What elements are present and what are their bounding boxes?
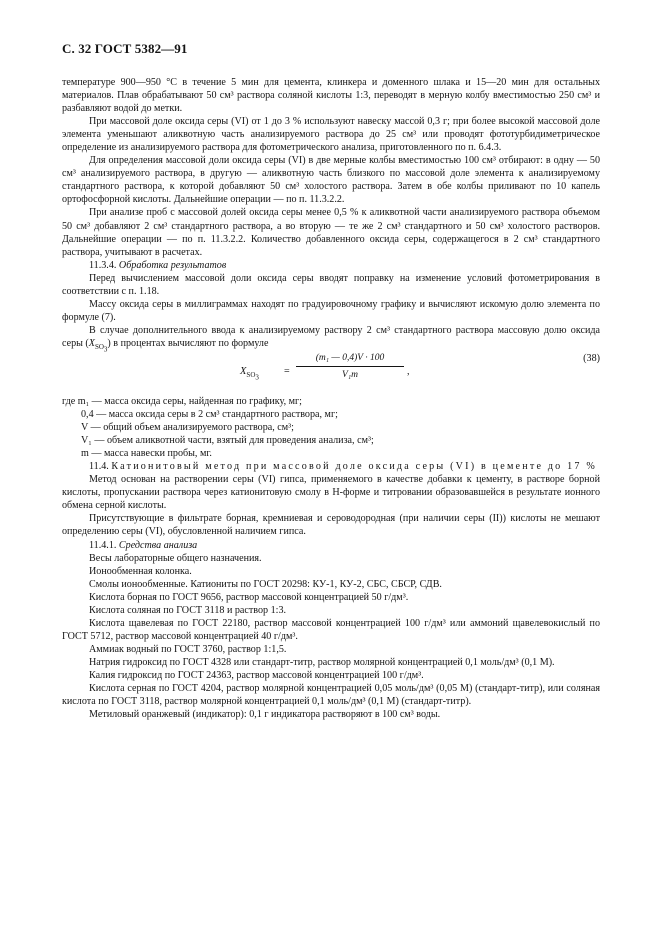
paragraph: Метод основан на растворении серы (VI) гипса, применяемого в качестве добавки к цементу, в растворе борной кислоты, пропускании раствора через катионитовую смолу в Н-форме и титровании образовавшейся в результате ионного обмена серной кислоты.	[62, 474, 600, 512]
section-heading-11-3-4	[62, 259, 600, 272]
formula-definitions	[62, 395, 600, 460]
section-number: 11.4.	[89, 461, 109, 473]
symbol-sub: SO	[94, 342, 104, 351]
section-title: Катионитовый метод при массовой доле оксида серы (VI) в цементе до 17 %	[111, 461, 597, 473]
formula-38	[62, 352, 600, 392]
paragraph: температуре 900—950 °С в течение 5 мин для цемента, клинкера и доменного шлака и 15—20 мин для остальных материалов. Плав обрабатывают 50 см³ раствора соляной кислоты 1:3, переводят в мерную колбу вместимостью 250 см³ и разбавляют водой до метки.	[62, 77, 600, 115]
list-item: Весы лабораторные общего назначения.	[89, 552, 262, 564]
list-item: Метиловый оранжевый (индикатор): 0,1 г индикатора растворяют в 100 см³ воды.	[89, 709, 441, 721]
symbol-x: X	[88, 337, 95, 349]
formula-numerator: (m₁ — 0,4)V · 100	[296, 352, 404, 367]
formula-fraction	[296, 352, 404, 382]
list-item: Ионообменная колонка.	[89, 565, 192, 577]
formula-sub: SO	[246, 371, 256, 380]
formula-symbol: X	[240, 365, 247, 377]
section-title: Обработка результатов	[118, 259, 227, 271]
list-item: Кислота борная по ГОСТ 9656, раствор массовой концентрацией 50 г/дм³.	[89, 591, 409, 603]
document-body	[62, 76, 600, 721]
definition-item: V — общий объем анализируемого раствора, см³;	[81, 422, 294, 434]
paragraph: При массовой доле оксида серы (VI) от 1 до 3 % используют навеску массой 0,3 г; при более высокой массовой доле элемента уменьшают аликвотную часть анализируемого раствора до 25 см³ или проводят фототурбидиметрическое определение из анализируемого раствора для фотометрического анализа, приготовленного по п. 6.4.3.	[62, 116, 600, 154]
paragraph-text: ) в процентах вычисляют по формуле	[107, 337, 269, 349]
formula-sub2: 3	[255, 373, 259, 382]
paragraph: Присутствующие в фильтрате борная, кремниевая и сероводородная (при наличии серы (II)) кислоты не мешают определению серы (VI), обусловленной наличием гипса.	[62, 513, 600, 538]
definition-item: где m₁ — масса оксида серы, найденная по графику, мг;	[62, 395, 302, 407]
paragraph-text: В случае дополнительного ввода к анализируемому раствору 2 см³ стандартного раствора массовую долю оксида серы (	[62, 324, 600, 349]
definition-item: 0,4 — масса оксида серы в 2 см³ стандартного раствора, мг;	[81, 409, 338, 421]
paragraph: Массу оксида серы в миллиграммах находят по градуировочному графику и вычисляют искомую долю элемента по формуле (7).	[62, 298, 600, 323]
formula-denominator: V₁m	[342, 370, 358, 381]
formula-number: (38)	[583, 352, 600, 364]
list-item: Кислота щавелевая по ГОСТ 22180, раствор массовой концентрацией 100 г/дм³ или аммоний щавелевокислый по ГОСТ 5712, раствор массовой концентрацией 40 г/дм³.	[62, 617, 600, 642]
subsection-number: 11.4.1.	[89, 539, 117, 551]
paragraph: Перед вычислением массовой доли оксида серы вводят поправку на изменение условий фотометрирования в соответствии с п. 1.18.	[62, 272, 600, 297]
formula-equals: =	[284, 365, 290, 377]
list-item: Кислота соляная по ГОСТ 3118 и раствор 1:3.	[89, 604, 287, 616]
definition-item: m — масса навески пробы, мг.	[81, 448, 212, 460]
list-item: Аммиак водный по ГОСТ 3760, раствор 1:1,5.	[89, 643, 287, 655]
paragraph: Для определения массовой доли оксида серы (VI) в две мерные колбы вместимостью 100 см³ отбирают: в одну — 50 см³ анализируемого раствора, в другую — аликвотную часть близкого по массовой доле элемента к анализируемому стандартного раствора, к которой добавляют 50 см³ холостого раствора. Затем в обе колбы приливают по 10 капель ортофосфорной кислоты. Дальнейшие операции — по п. 11.3.2.2.	[62, 155, 600, 206]
list-item: Калия гидроксид по ГОСТ 24363, раствор массовой концентрацией 100 г/дм³.	[89, 669, 424, 681]
formula-comma: ,	[407, 365, 410, 377]
list-item: Смолы ионообменные. Катиониты по ГОСТ 20298: КУ-1, КУ-2, СБС, СБСР, СДВ.	[89, 578, 442, 590]
formula-lhs	[240, 365, 259, 382]
page-header: С. 32 ГОСТ 5382—91	[62, 41, 188, 56]
definition-item: V₁ — объем аликвотной части, взятый для проведения анализа, см³;	[81, 435, 374, 447]
section-number: 11.3.4.	[89, 259, 117, 271]
paragraph	[62, 324, 600, 354]
subsection-title: Средства анализа	[118, 539, 198, 551]
list-item: Натрия гидроксид по ГОСТ 4328 или стандарт-титр, раствор молярной концентрацией 0,1 моль/дм³ (0,1 М).	[89, 656, 555, 668]
symbol-sub2: 3	[103, 345, 108, 354]
subsection-heading-11-4-1	[62, 539, 600, 552]
section-heading-11-4	[62, 460, 600, 473]
paragraph: При анализе проб с массовой долей оксида серы менее 0,5 % к аликвотной части анализируемого раствора объемом 50 см³ добавляют 2 см³ стандартного раствора, а во вторую — те же 2 см³ стандартного и 50 см³ холостого растворов. Дальнейшие операции — по п. 11.3.2.2. Количество добавленного оксида серы, содержащегося в 2 см³ стандартного раствора, учитывают в расчетах.	[62, 207, 600, 258]
list-item: Кислота серная по ГОСТ 4204, раствор молярной концентрацией 0,05 моль/дм³ (0,05 М) (стандарт-титр), или соляная кислота по ГОСТ 3118, раствор молярной концентрацией 0,1 моль/дм³ (0,1 М) (стандарт-титр).	[62, 683, 600, 708]
